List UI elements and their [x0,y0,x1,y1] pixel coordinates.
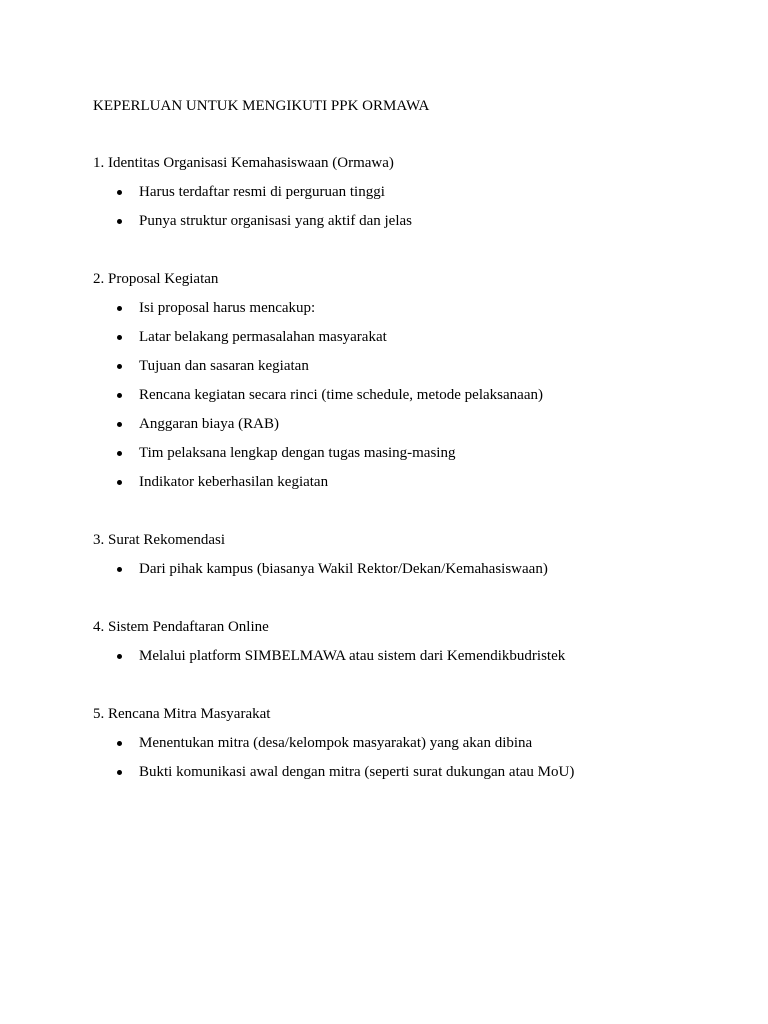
list-item [93,463,329,492]
list-item-text: Indikator keberhasilan kegiatan [139,474,329,490]
bullet-list [93,289,543,492]
bullet-icon [117,190,122,195]
list-item-text: Melalui platform SIMBELMAWA atau sistem dari Kemendikbudristek [139,648,566,664]
bullet-list [93,550,548,579]
bullet-icon [117,451,122,456]
section-heading: 2. Proposal Kegiatan [93,271,219,287]
section-rencana-mitra [93,704,575,782]
list-item [93,173,394,202]
list-item-text: Bukti komunikasi awal dengan mitra (seperti surat dukungan atau MoU) [139,764,575,780]
list-item-text: Punya struktur organisasi yang aktif dan jelas [139,213,413,229]
bullet-icon [117,770,122,775]
list-item [93,550,548,579]
list-item-text: Dari pihak kampus (biasanya Wakil Rektor/Dekan/Kemahasiswaan) [139,561,548,577]
bullet-list [93,173,413,231]
bullet-icon [117,480,122,485]
list-item-text: Tujuan dan sasaran kegiatan [139,358,309,374]
bullet-icon [117,306,122,311]
bullet-icon [117,335,122,340]
list-item [93,318,387,347]
list-item-text: Anggaran biaya (RAB) [139,416,279,432]
list-item [93,289,316,318]
list-item [93,753,575,782]
section-heading: 5. Rencana Mitra Masyarakat [93,706,271,722]
list-item-text: Rencana kegiatan secara rinci (time schedule, metode pelaksanaan) [139,387,543,403]
bullet-list [93,637,566,666]
list-item [93,202,413,231]
bullet-icon [117,741,122,746]
document-title: KEPERLUAN UNTUK MENGIKUTI PPK ORMAWA [93,98,430,114]
list-item [93,434,456,463]
list-item-text: Harus terdaftar resmi di perguruan tinggi [139,184,385,200]
bullet-icon [117,654,122,659]
bullet-icon [117,422,122,427]
list-item [93,376,543,405]
list-item-text: Menentukan mitra (desa/kelompok masyarakat) yang akan dibina [139,735,533,751]
section-proposal-kegiatan [93,269,543,492]
list-item [93,347,309,376]
list-item [93,405,279,434]
bullet-icon [117,364,122,369]
section-heading: 1. Identitas Organisasi Kemahasiswaan (Ormawa) [93,155,394,171]
list-item [93,637,566,666]
bullet-icon [117,567,122,572]
bullet-list [93,724,575,782]
section-identitas-organisasi [93,153,413,231]
section-heading: 4. Sistem Pendaftaran Online [93,619,269,635]
list-item-text: Isi proposal harus mencakup: [139,300,316,316]
section-heading: 3. Surat Rekomendasi [93,532,226,548]
list-item-text: Tim pelaksana lengkap dengan tugas masing-masing [139,445,456,461]
section-sistem-pendaftaran [93,617,566,666]
list-item [93,724,533,753]
bullet-icon [117,219,122,224]
list-item-text: Latar belakang permasalahan masyarakat [139,329,387,345]
bullet-icon [117,393,122,398]
section-surat-rekomendasi [93,530,548,579]
